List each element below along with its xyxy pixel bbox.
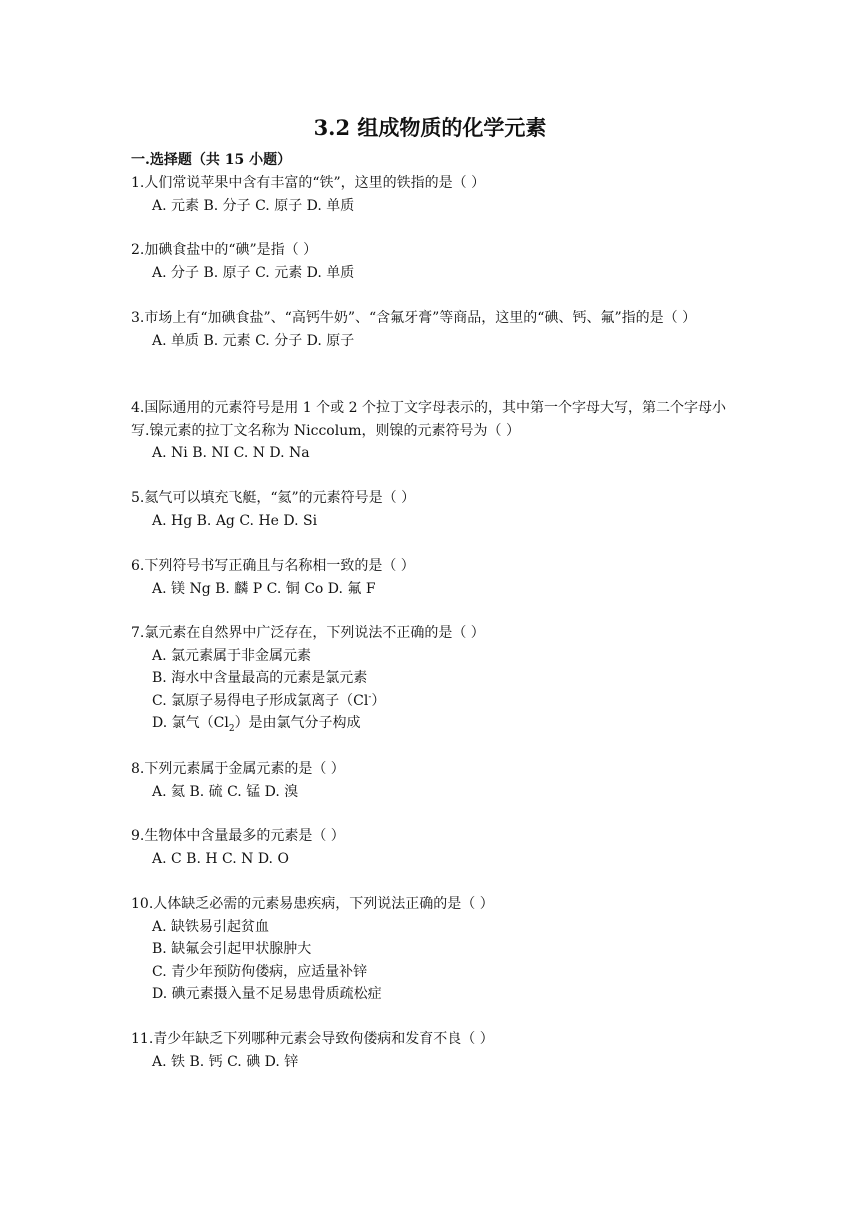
question-options: A. 镁 Ng B. 麟 P C. 铜 Co D. 氟 F <box>152 580 376 597</box>
option-a: A. 氯元素属于非金属元素 <box>152 647 312 664</box>
question-text: 8.下列元素属于金属元素的是（ ） <box>131 761 345 777</box>
option-d: D. 碘元素摄入量不足易患骨质疏松症 <box>152 986 382 1002</box>
question-text: 3.市场上有“加碘食盐”、“高钙牛奶”、“含氟牙膏”等商品，这里的“碘、钙、氟”指的是（ ） <box>131 310 697 326</box>
question-options: A. 氦 B. 硫 C. 锰 D. 溴 <box>152 783 299 800</box>
option-d-end: ）是由氯气分子构成 <box>234 715 361 731</box>
question-text: 10.人体缺乏必需的元素易患疾病，下列说法正确的是（ ） <box>131 896 494 912</box>
question-8 <box>131 758 731 803</box>
question-3 <box>131 307 731 352</box>
question-4 <box>131 397 731 465</box>
charge-superscript: - <box>368 691 372 702</box>
option-d <box>131 712 731 735</box>
question-1 <box>131 172 731 217</box>
option-c <box>131 690 731 713</box>
question-9 <box>131 825 731 870</box>
question-6 <box>131 555 731 600</box>
question-options: A. 元素 B. 分子 C. 原子 D. 单质 <box>152 197 355 214</box>
document-title: 3.2 组成物质的化学元素 <box>313 115 547 140</box>
question-text: 1.人们常说苹果中含有丰富的“铁”，这里的铁指的是（ ） <box>131 175 486 191</box>
option-d-text: D. 氯气（Cl <box>152 715 229 731</box>
option-c: C. 青少年预防佝偻病，应适量补锌 <box>152 963 368 980</box>
option-a: A. 缺铁易引起贫血 <box>152 918 270 935</box>
section-heading: 一.选择题（共 15 小题） <box>131 152 292 168</box>
question-text: 6.下列符号书写正确且与名称相一致的是（ ） <box>131 558 415 574</box>
question-options: A. 铁 B. 钙 C. 碘 D. 锌 <box>152 1053 299 1070</box>
question-options: A. 分子 B. 原子 C. 元素 D. 单质 <box>152 264 355 281</box>
question-text: 9.生物体中含量最多的元素是（ ） <box>131 828 345 844</box>
question-7 <box>131 622 731 735</box>
formula-subscript: 2 <box>228 723 235 734</box>
option-c-text: C. 氯原子易得电子形成氯离子（Cl <box>152 692 369 709</box>
question-5 <box>131 487 731 532</box>
question-options: A. Ni B. NI C. N D. Na <box>152 445 310 461</box>
question-options: A. 单质 B. 元素 C. 分子 D. 原子 <box>152 332 355 349</box>
question-10 <box>131 893 731 1006</box>
question-text: 5.氦气可以填充飞艇，“氦”的元素符号是（ ） <box>131 490 416 506</box>
question-text: 7.氯元素在自然界中广泛存在，下列说法不正确的是（ ） <box>131 625 485 641</box>
question-text: 4.国际通用的元素符号是用 1 个或 2 个拉丁文字母表示的，其中第一个字母大写，第二个字母小写.镍元素的拉丁文名称为 Niccolum，则镍的元素符号为（ ） <box>131 400 726 439</box>
question-options: A. Hg B. Ag C. He D. Si <box>152 512 318 529</box>
option-b: B. 缺氟会引起甲状腺肿大 <box>152 941 312 957</box>
question-11 <box>131 1028 731 1073</box>
question-options: A. C B. H C. N D. O <box>152 850 289 867</box>
option-c-end: ） <box>371 692 386 709</box>
option-b: B. 海水中含量最高的元素是氯元素 <box>152 670 368 686</box>
question-text: 2.加碘食盐中的“碘”是指（ ） <box>131 242 318 258</box>
question-text: 11.青少年缺乏下列哪种元素会导致佝偻病和发育不良（ ） <box>131 1031 494 1047</box>
question-2 <box>131 239 731 284</box>
